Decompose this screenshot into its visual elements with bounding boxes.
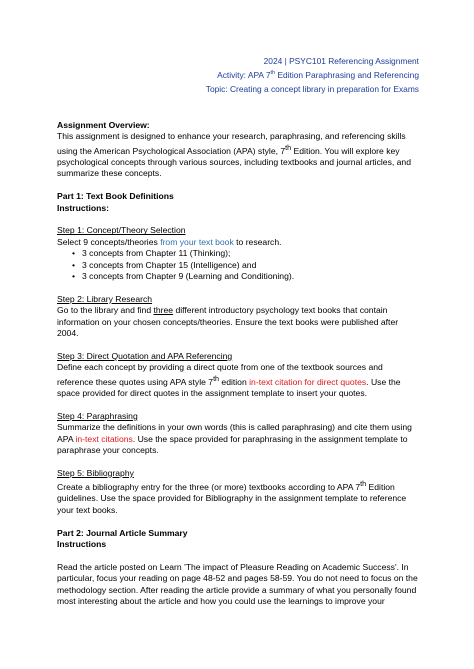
header-activity-line: Activity: APA 7th Edition Paraphrasing and Referencing bbox=[217, 70, 419, 80]
step2 bbox=[57, 294, 419, 340]
step3-text: Define each concept by providing a direct quote from one of the textbook sources and reference these quotes using APA style 7th edition in-text citation for direct quotes. Use the space provided for direct quotes in the assignment template to insert your quotes. bbox=[57, 362, 401, 398]
overview-text: This assignment is designed to enhance your research, paraphrasing, and referencing skills using the American Psychological Association (APA) style, 7th Edition. You will explore key psychological concepts through various sources, including textbooks and journal articles, and summarize these concepts. bbox=[57, 131, 411, 179]
part2-title: Part 2: Journal Article Summary bbox=[57, 527, 188, 538]
part1-instructions-label: Instructions: bbox=[57, 202, 110, 213]
list-item: • 3 concepts from Chapter 11 (Thinking); bbox=[82, 248, 419, 259]
header-topic-line: Topic: Creating a concept library in preparation for Exams bbox=[205, 84, 419, 94]
part2-section bbox=[57, 528, 419, 551]
step2-text: Go to the library and find three different introductory psychology text books that contain information on your chosen concepts/theories. Ensure the text books were published after 2004. bbox=[57, 305, 399, 339]
step5-title: Step 5: Bibliography bbox=[57, 467, 134, 478]
step1-text: Select 9 concepts/theories from your text book to research. bbox=[57, 236, 282, 247]
overview-title: Assignment Overview: bbox=[57, 120, 150, 130]
part1-section bbox=[57, 191, 419, 214]
step2-title: Step 2: Library Research bbox=[57, 293, 153, 304]
step1-title: Step 1: Concept/Theory Selection bbox=[57, 225, 186, 236]
step5 bbox=[57, 468, 419, 516]
part1-title: Part 1: Text Book Definitions bbox=[57, 191, 174, 202]
step4-title: Step 4: Paraphrasing bbox=[57, 410, 138, 421]
part2-body bbox=[57, 562, 419, 608]
list-item: • 3 concepts from Chapter 15 (Intelligence) and bbox=[82, 260, 419, 271]
step5-text: Create a bibliography entry for the three (or more) textbooks according to APA 7th Edition guidelines. Use the space provided for Bibliography in the assignment template to reference your text books. bbox=[57, 480, 407, 515]
header-course-line: 2024 | PSYC101 Referencing Assignment bbox=[263, 56, 419, 66]
step3 bbox=[57, 351, 419, 399]
part2-text: Read the article posted on Learn 'The impact of Pleasure Reading on Academic Success'. In particular, focus your reading on page 48-52 and pages 58-59. You do not need to focus on the methodology section. After reading the article provide a summary of what you personally found most interesting about the article and how you could use the learnings to improve your bbox=[57, 561, 418, 607]
step4 bbox=[57, 411, 419, 457]
part2-instructions-label: Instructions bbox=[57, 539, 107, 550]
document-page bbox=[57, 0, 419, 608]
step3-title: Step 3: Direct Quotation and APA Referencing bbox=[57, 350, 233, 361]
step4-text: Summarize the definitions in your own words (this is called paraphrasing) and cite them using APA in-text citations. Use the space provided for paraphrasing in the assignment template to paraphrase your concepts. bbox=[57, 422, 412, 456]
document-header bbox=[57, 54, 419, 96]
step1 bbox=[57, 225, 419, 282]
step1-bullet-list bbox=[57, 248, 419, 282]
list-item: • 3 concepts from Chapter 9 (Learning and Conditioning). bbox=[82, 271, 419, 282]
assignment-overview bbox=[57, 120, 419, 180]
